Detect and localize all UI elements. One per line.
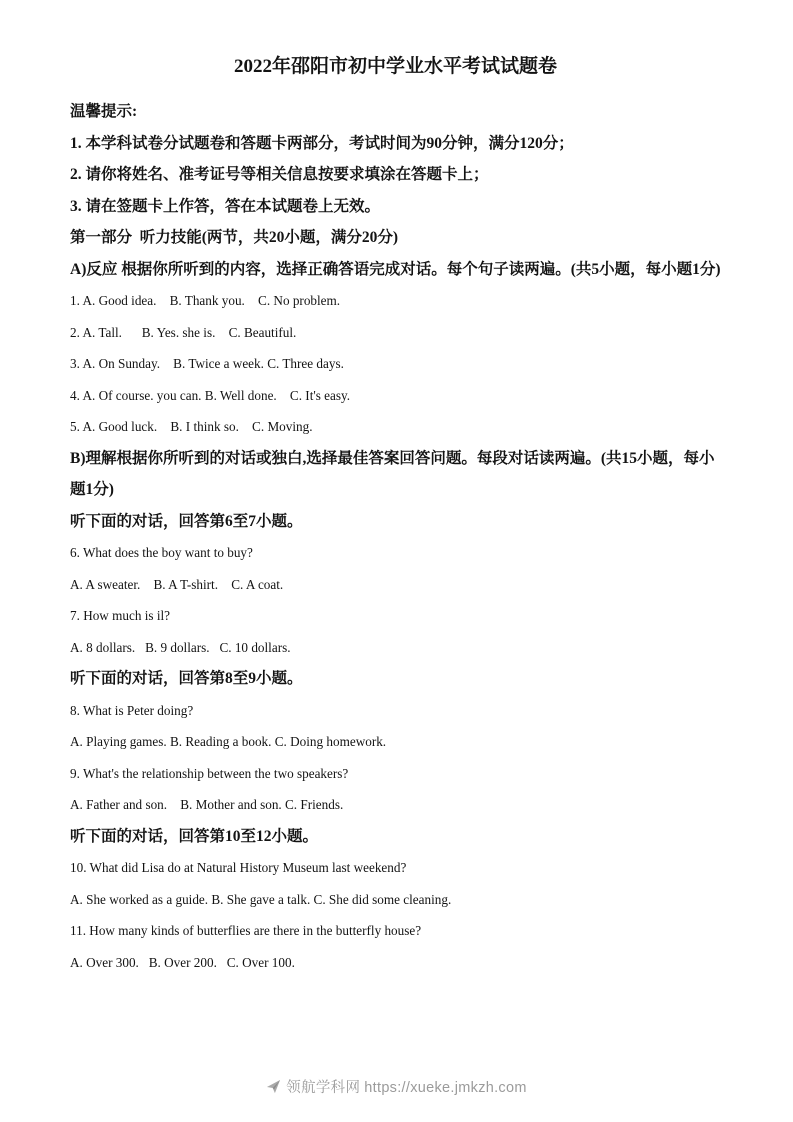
- dialog-group-heading: 听下面的对话，回答第10至12小题。: [70, 827, 319, 845]
- notice-heading: 温馨提示:: [70, 103, 138, 120]
- section-a-instruction: A)反应 根据你所听到的内容，选择正确答语完成对话。每个句子读两遍。(共5小题，每小题1分): [70, 260, 721, 278]
- question-10-options: A. She worked as a guide. B. She gave a talk. C. She did some cleaning.: [70, 891, 452, 907]
- question-9: 9. What's the relationship between the two speakers?: [70, 765, 349, 781]
- question-6: 6. What does the boy want to buy?: [70, 545, 253, 560]
- question-7-options: A. 8 dollars. B. 9 dollars. C. 10 dollars.: [70, 639, 291, 655]
- question-11: 11. How many kinds of butterflies are there in the butterfly house?: [70, 923, 422, 938]
- question-10: 10. What did Lisa do at Natural History Museum last weekend?: [70, 860, 407, 875]
- site-name: 领航学科网: [286, 1080, 361, 1096]
- watermark-footer: [0, 1076, 793, 1098]
- question-7: 7. How much is il?: [70, 608, 170, 623]
- notice-item-2: 2. 请你将姓名、准考证号等相关信息按要求填涂在答题卡上；: [70, 166, 489, 183]
- dialog-group-heading: 听下面的对话，回答第6至7小题。: [70, 512, 303, 530]
- question-8-options: A. Playing games. B. Reading a book. C. Doing homework.: [70, 734, 387, 749]
- site-url: https://xueke.jmkzh.com: [364, 1080, 527, 1096]
- dialog-group-1: [70, 506, 721, 664]
- notice-item-1: 1. 本学科试卷分试题卷和答题卡两部分，考试时间为90分钟，满分120分；: [70, 134, 574, 152]
- section-b-instruction: B)理解根据你所听到的对话或独白,选择最佳答案回答问题。每段对话读两遍。(共15小题，每小题1分): [70, 449, 715, 498]
- part1-heading: 第一部分 听力技能(两节，共20小题，满分20分): [70, 229, 399, 246]
- question-4: 4. A. Of course. you can. B. Well done. C. It's easy.: [70, 387, 351, 403]
- question-8: 8. What is Peter doing?: [70, 702, 194, 718]
- dialog-group-heading: 听下面的对话，回答第8至9小题。: [70, 670, 303, 687]
- question-2: 2. A. Tall. B. Yes. she is. C. Beautiful.: [70, 324, 297, 340]
- question-6-options: A. A sweater. B. A T-shirt. C. A coat.: [70, 576, 284, 592]
- site-logo-icon: [266, 1079, 281, 1098]
- question-1: 1. A. Good idea. B. Thank you. C. No problem.: [70, 293, 341, 308]
- question-9-options: A. Father and son. B. Mother and son. C. Friends.: [70, 797, 344, 812]
- question-3: 3. A. On Sunday. B. Twice a week. C. Three days.: [70, 356, 344, 371]
- question-5: 5. A. Good luck. B. I think so. C. Moving.: [70, 419, 313, 434]
- notice-item-3: 3. 请在签题卡上作答，答在本试题卷上无效。: [70, 197, 381, 215]
- page-title: 2022年邵阳市初中学业水平考试试题卷: [233, 56, 557, 77]
- question-11-options: A. Over 300. B. Over 200. C. Over 100.: [70, 954, 295, 970]
- dialog-group-2: [70, 663, 721, 821]
- dialog-group-3: [70, 821, 721, 979]
